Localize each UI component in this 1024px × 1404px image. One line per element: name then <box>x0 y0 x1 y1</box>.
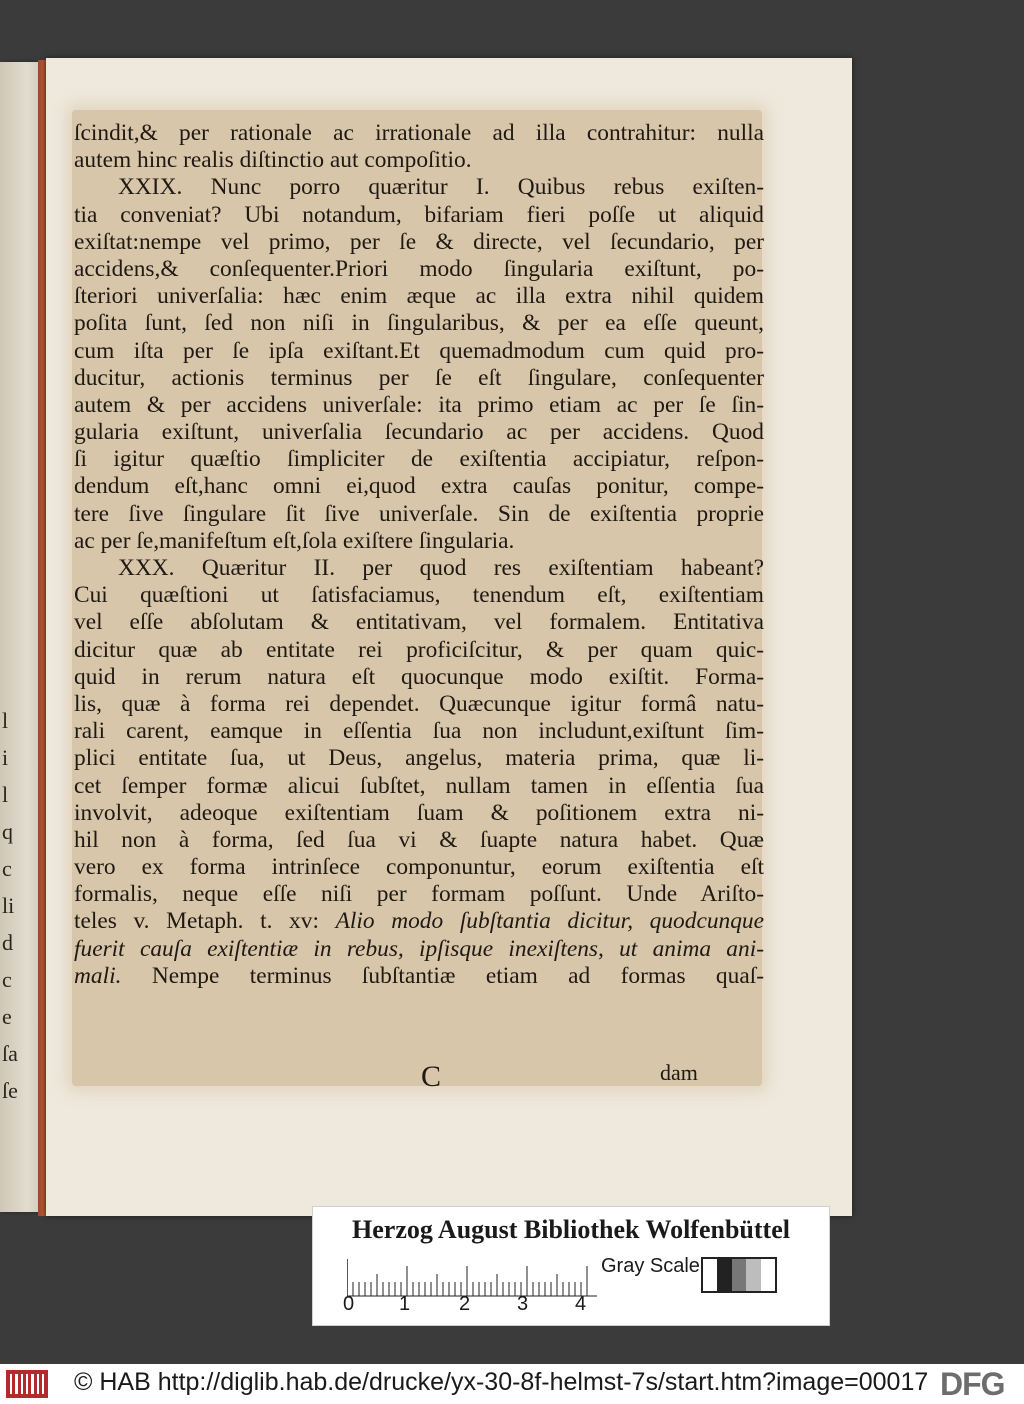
text-line: involvit, adeoque exiſtentiam ſuam & poſitionem extra ni- <box>74 799 764 826</box>
ruler-number: 3 <box>517 1293 529 1315</box>
text-line: cet ſemper formæ alicui ſubſtet, nullam tamen in eſſentia ſua <box>74 772 764 799</box>
text-line: autem hinc realis diſtinctio aut compoſitio. <box>74 147 472 174</box>
page-text <box>74 120 764 990</box>
text-line: exiſtat:nempe vel primo, per ſe & directe, vel ſecundario, per <box>74 228 764 255</box>
ruler-number: 1 <box>399 1293 411 1315</box>
text-fragment: Nempe terminus ſubſtantiæ etiam ad formas quaſ- <box>151 962 764 989</box>
copyright-url: © HAB http://diglib.hab.de/drucke/yx-30-8f-helmst-7s/start.htm?image=00017 <box>74 1368 929 1396</box>
gray-swatch <box>746 1259 760 1291</box>
italic-quote: mali. <box>74 962 122 989</box>
text-line: lis, quæ à forma rei dependet. Quæcunque igitur formâ natu- <box>74 690 764 717</box>
text-line: ducitur, actionis terminus per ſe eſt ſingulare, conſequenter <box>74 364 764 391</box>
italic-quote: fuerit cauſa exiſtentiæ in rebus, ipſisque inexiſtens, ut anima ani- <box>74 935 764 962</box>
text-line: poſita ſunt, ſed non niſi in ſingularibus, & per ea eſſe queunt, <box>74 310 764 337</box>
gray-scale-label: Gray Scale <box>601 1255 700 1277</box>
text-line: dicitur quæ ab entitate rei proficiſcitur, & per quam quic- <box>74 636 764 663</box>
text-line <box>74 936 764 963</box>
catchword: dam <box>660 1060 698 1085</box>
section-heading-xxx: XXX. Quæritur II. per quod res exiſtentiam habeant? <box>118 555 764 581</box>
previous-page-edge <box>0 62 38 1212</box>
previous-page-letters: l i l q c li d c e ſa ſe <box>2 708 18 1103</box>
text-line: vero ex forma intrinſece componuntur, eorum exiſtentia eſt <box>74 854 764 881</box>
ruler-numbers <box>343 1293 623 1317</box>
text-line: hil non à forma, ſed ſua vi & ſuapte natura habet. Quæ <box>74 826 764 853</box>
gray-swatch <box>732 1259 746 1291</box>
text-line: Cui quæſtioni ut ſatisfaciamus, tenendum eſt, exiſtentiam <box>74 582 764 609</box>
gray-swatch <box>717 1259 731 1291</box>
text-line: autem & per accidens univerſale: ita primo etiam ac per ſe ſin- <box>74 391 764 418</box>
color-reference-card <box>312 1206 830 1326</box>
barcode-logo-icon <box>6 1370 48 1398</box>
text-line-with-quote <box>74 908 764 935</box>
text-line: tia conveniat? Ubi notandum, bifariam fieri poſſe ut aliquid <box>74 201 764 228</box>
gray-swatch <box>703 1259 717 1291</box>
text-line: rali carent, eamque in eſſentia ſua non includunt,exiſtunt ſim- <box>74 718 764 745</box>
text-line: ſteriori univerſalia: hæc enim æque ac illa extra nihil quidem <box>74 283 764 310</box>
text-line: vel eſſe abſolutam & entitativam, vel formalem. Entitativa <box>74 609 764 636</box>
text-line: cum iſta per ſe ipſa exiſtant.Et quemadmodum cum quid pro- <box>74 337 764 364</box>
section-heading-xxix: XXIX. Nunc porro quæritur I. Quibus rebus exiſten- <box>118 174 764 201</box>
dfg-logo: DFG <box>940 1366 1005 1402</box>
gray-scale-swatches <box>701 1257 777 1293</box>
text-line: tere ſive ſingulare ſit ſive univerſale. Sin de exiſtentia proprie <box>74 500 764 527</box>
text-line: formalis, neque eſſe niſi per formam poſſunt. Unde Ariſto- <box>74 881 764 908</box>
text-line: dendum eſt,hanc omni ei,quod extra cauſas ponitur, compe- <box>74 473 764 500</box>
text-line: ac per ſe,manifeſtum eſt,ſola exiſtere ſingularia. <box>74 527 515 554</box>
ruler-number: 2 <box>459 1293 471 1315</box>
text-line: quid in rerum natura eſt quocunque modo exiſtit. Forma- <box>74 663 764 690</box>
library-title: Herzog August Bibliothek Wolfenbüttel <box>352 1215 790 1244</box>
footer-bar <box>0 1364 1024 1404</box>
text-line: ſcindit,& per rationale ac irrationale ad illa contrahitur: nulla <box>74 120 764 146</box>
text-line: accidens,& conſequenter.Priori modo ſingularia exiſtunt, po- <box>74 255 764 282</box>
text-line: plici entitate ſua, ut Deus, angelus, materia prima, quæ li- <box>74 745 764 772</box>
text-line: gularia exiſtunt, univerſalia ſecundario ac per accidens. Quod <box>74 419 764 446</box>
text-line: ſi igitur quæſtio ſimpliciter de exiſtentia accipiatur, reſpon- <box>74 446 764 473</box>
text-line <box>74 963 764 990</box>
ruler-icon <box>347 1259 597 1297</box>
ruler-number: 4 <box>575 1293 587 1315</box>
book-page <box>46 58 852 1216</box>
italic-quote: Alio modo ſubſtantia dicitur, quodcunque <box>335 908 764 935</box>
gray-swatch <box>761 1259 775 1291</box>
ruler-number: 0 <box>343 1293 355 1315</box>
signature-mark: C <box>421 1060 442 1093</box>
citation: teles v. Metaph. t. xv: <box>74 908 319 935</box>
